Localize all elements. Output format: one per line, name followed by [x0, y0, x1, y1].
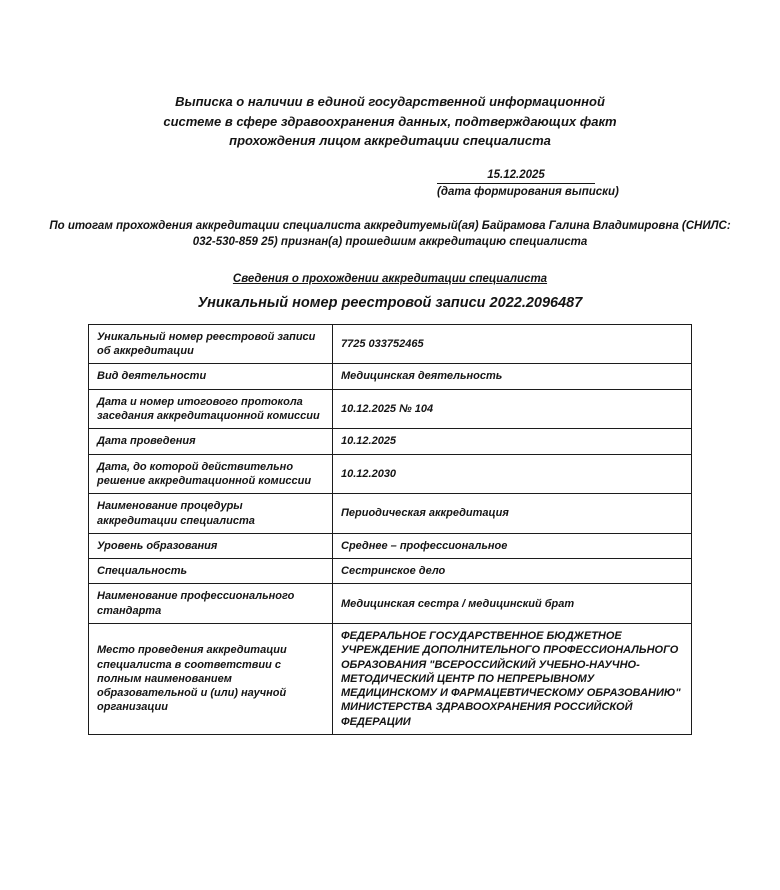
document-title-line: прохождения лицом аккредитации специалиста: [229, 133, 551, 148]
table-row: [89, 559, 692, 584]
field-value: 10.12.2030: [333, 454, 692, 494]
table-row: [89, 494, 692, 534]
accreditation-summary-line: 032-530-859 25) признан(а) прошедшим аккредитацию специалиста: [192, 236, 588, 249]
document-title-line: системе в сфере здравоохранения данных, подтверждающих факт: [163, 113, 617, 129]
table-row: [89, 584, 692, 624]
section-heading: Сведения о прохождении аккредитации специалиста: [232, 272, 548, 285]
accreditation-summary: [45, 218, 735, 251]
table-row: [89, 454, 692, 494]
field-value: 10.12.2025 № 104: [333, 389, 692, 429]
field-value: Медицинская сестра / медицинский брат: [333, 584, 692, 624]
document-title: [140, 92, 640, 151]
field-label: Уникальный номер реестровой записи об аккредитации: [89, 324, 333, 364]
accreditation-details-table: [88, 324, 692, 735]
accreditation-summary-line: По итогам прохождения аккредитации специалиста аккредитуемый(ая) Байрамова Галина Владимировна (СНИЛС:: [49, 219, 731, 232]
table-row: [89, 533, 692, 558]
issue-date-caption: (дата формирования выписки): [437, 185, 619, 198]
field-label: Место проведения аккредитации специалиста в соответствии с полным наименованием образовательной и (или) научной организации: [89, 624, 333, 735]
table-row: [89, 429, 692, 454]
field-label: Наименование профессионального стандарта: [89, 584, 333, 624]
field-value: Сестринское дело: [333, 559, 692, 584]
field-label: Вид деятельности: [89, 364, 333, 389]
table-row: [89, 324, 692, 364]
issue-date-block: [437, 168, 619, 198]
field-label: Уровень образования: [89, 533, 333, 558]
table-row: [89, 624, 692, 735]
field-value: Периодическая аккредитация: [333, 494, 692, 534]
field-value: Медицинская деятельность: [333, 364, 692, 389]
registry-number-heading: Уникальный номер реестровой записи 2022.2096487: [197, 294, 583, 311]
field-value: Среднее – профессиональное: [333, 533, 692, 558]
field-label: Дата, до которой действительно решение аккредитационной комиссии: [89, 454, 333, 494]
field-value: ФЕДЕРАЛЬНОЕ ГОСУДАРСТВЕННОЕ БЮДЖЕТНОЕ УЧРЕЖДЕНИЕ ДОПОЛНИТЕЛЬНОГО ПРОФЕССИОНАЛЬНОГО ОБРАЗОВАНИЯ "ВСЕРОССИЙСКИЙ УЧЕБНО-НАУЧНО-МЕТОДИЧЕСКИЙ ЦЕНТР ПО НЕПРЕРЫВНОМУ МЕДИЦИНСКОМУ И ФАРМАЦЕВТИЧЕСКОМУ ОБРАЗОВАНИЮ" МИНИСТЕРСТВА ЗДРАВООХРАНЕНИЯ РОССИЙСКОЙ ФЕДЕРАЦИИ: [333, 624, 692, 735]
document-title-line: Выписка о наличии в единой государственной информационной: [175, 94, 605, 109]
field-label: Наименование процедуры аккредитации специалиста: [89, 494, 333, 534]
field-label: Дата и номер итогового протокола заседания аккредитационной комиссии: [89, 389, 333, 429]
table-row: [89, 364, 692, 389]
field-value: 10.12.2025: [333, 429, 692, 454]
field-label: Дата проведения: [89, 429, 333, 454]
field-value: 7725 033752465: [333, 324, 692, 364]
issue-date-value: 15.12.2025: [437, 169, 595, 184]
field-label: Специальность: [89, 559, 333, 584]
table-row: [89, 389, 692, 429]
